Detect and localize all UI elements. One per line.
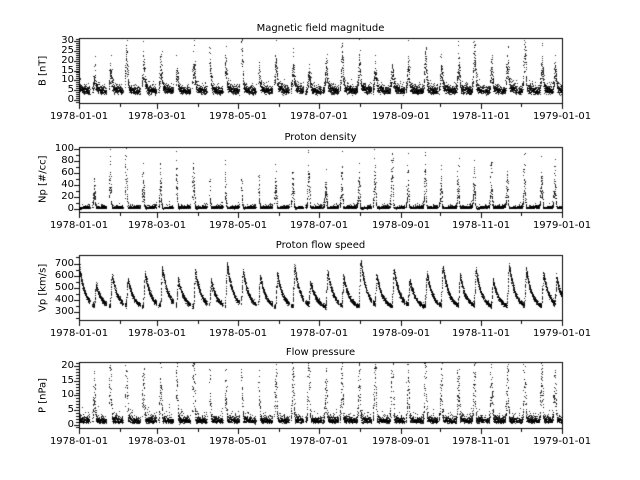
y-tick-label: 10 — [61, 74, 74, 85]
y-tick-label: 20 — [61, 360, 74, 371]
x-tick-label: 1978-01-01 — [49, 436, 109, 447]
y-tick-label: 0 — [67, 419, 74, 430]
x-tick-label: 1978-09-01 — [371, 111, 431, 122]
y-tick-label: 25 — [61, 45, 74, 56]
x-tick-label: 1978-07-01 — [289, 220, 349, 231]
y-tick-label: 700 — [54, 258, 74, 269]
x-tick-label: 1978-07-01 — [289, 436, 349, 447]
y-tick-label: 300 — [54, 306, 74, 317]
y-axis-label-b: B [nT] — [37, 55, 49, 86]
x-tick-label: 1978-09-01 — [371, 220, 431, 231]
y-tick-label: 40 — [61, 179, 74, 190]
y-tick-label: 30 — [61, 35, 74, 46]
y-axis-label-np: Np [#/cc] — [37, 155, 49, 204]
x-tick-label: 1978-11-01 — [451, 220, 511, 231]
x-tick-label: 1978-05-01 — [208, 111, 268, 122]
y-tick-label: 20 — [61, 55, 74, 66]
y-tick-label: 60 — [61, 167, 74, 178]
y-tick-label: 400 — [54, 294, 74, 305]
panel-title-flow-pressure: Flow pressure — [285, 347, 356, 358]
y-tick-label: 0 — [67, 94, 74, 105]
x-tick-label: 1978-11-01 — [451, 111, 511, 122]
x-tick-label: 1978-03-01 — [127, 220, 187, 231]
x-tick-label: 1979-01-01 — [532, 328, 592, 339]
y-tick-label: 500 — [54, 282, 74, 293]
panel-title-proton-flow-speed: Proton flow speed — [275, 240, 366, 251]
x-tick-label: 1978-03-01 — [127, 111, 187, 122]
y-tick-label: 80 — [61, 155, 74, 166]
y-axis-label-p: P [nPa] — [37, 377, 49, 413]
x-tick-label: 1978-05-01 — [208, 328, 268, 339]
y-tick-label: 5 — [67, 84, 74, 95]
x-tick-label: 1978-07-01 — [289, 328, 349, 339]
panel-title-proton-density: Proton density — [284, 132, 357, 143]
x-tick-label: 1979-01-01 — [532, 220, 592, 231]
x-tick-label: 1979-01-01 — [532, 111, 592, 122]
x-tick-label: 1978-11-01 — [451, 328, 511, 339]
y-tick-label: 100 — [54, 143, 74, 154]
x-tick-label: 1978-01-01 — [49, 220, 109, 231]
x-tick-label: 1978-09-01 — [371, 436, 431, 447]
y-tick-label: 15 — [61, 65, 74, 76]
y-axis-label-vp: Vp [km/s] — [37, 263, 49, 312]
x-tick-label: 1978-11-01 — [451, 436, 511, 447]
x-tick-label: 1978-05-01 — [208, 436, 268, 447]
x-tick-label: 1978-01-01 — [49, 328, 109, 339]
x-tick-label: 1978-05-01 — [208, 220, 268, 231]
y-tick-label: 20 — [61, 191, 74, 202]
y-tick-label: 0 — [67, 203, 74, 214]
panel-title-magnetic-field: Magnetic field magnitude — [256, 23, 385, 34]
x-tick-label: 1978-03-01 — [127, 436, 187, 447]
y-tick-label: 5 — [67, 404, 74, 415]
x-tick-label: 1978-07-01 — [289, 111, 349, 122]
x-tick-label: 1978-01-01 — [49, 111, 109, 122]
x-tick-label: 1978-09-01 — [371, 328, 431, 339]
x-tick-label: 1979-01-01 — [532, 436, 592, 447]
y-tick-label: 10 — [61, 389, 74, 400]
y-tick-label: 600 — [54, 270, 74, 281]
x-tick-label: 1978-03-01 — [127, 328, 187, 339]
y-tick-label: 15 — [61, 375, 74, 386]
